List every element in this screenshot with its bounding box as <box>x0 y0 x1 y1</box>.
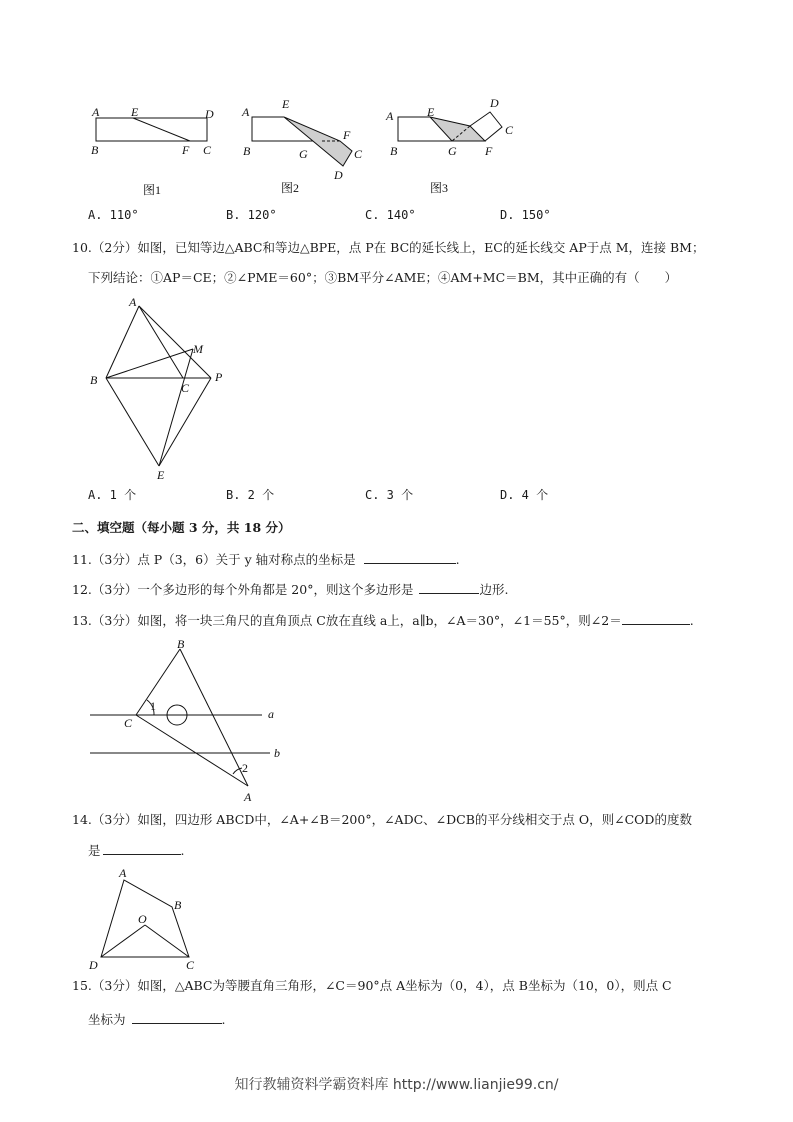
fig3-caption: 图3 <box>430 181 449 195</box>
f13-label-2: 2 <box>242 761 248 775</box>
q12-end: 边形. <box>479 582 509 597</box>
f10-label-A: A <box>129 295 137 309</box>
f2-label-E: E <box>282 97 290 111</box>
f3-label-E: E <box>427 105 435 119</box>
q10-option-a: A. 1 个 <box>88 488 137 502</box>
f10-label-M: M <box>193 342 203 356</box>
f10-label-P: P <box>215 370 223 384</box>
q15-text: 坐标为 <box>88 1012 126 1027</box>
f13-label-C: C <box>124 716 133 730</box>
q10-line-2: 下列结论：①AP＝CE；②∠PME＝60°；③BM平分∠AME；④AM+MC＝BM，其中正确的有（ ） <box>88 270 678 285</box>
f13-label-A: A <box>244 790 252 804</box>
f13-label-b: b <box>274 746 280 760</box>
f14-label-B: B <box>174 898 182 912</box>
f2-label-F: F <box>343 128 351 142</box>
q15-answer-blank[interactable] <box>132 1012 222 1024</box>
q15-line-1: 15.（3分）如图，△ABC为等腰直角三角形，∠C＝90°点 A坐标为（0，4），点 B坐标为（10，0），则点 C <box>72 978 672 993</box>
q13-text: 13.（3分）如图，将一块三角尺的直角顶点 C放在直线 a上，a∥b，∠A＝30°，∠1＝55°，则∠2＝ <box>72 613 622 628</box>
q9-option-a: A. 110° <box>88 208 139 222</box>
f14-label-A: A <box>119 866 127 880</box>
f3-label-A: A <box>386 109 394 123</box>
f3-label-G: G <box>448 144 457 158</box>
q14-end: . <box>180 843 185 858</box>
q9-option-d: D. 150° <box>500 208 551 222</box>
q9-option-b: B. 120° <box>226 208 277 222</box>
f1-label-E: E <box>131 105 139 119</box>
q15-line-2 <box>88 1012 226 1028</box>
q14-line-1: 14.（3分）如图，四边形 ABCD中，∠A+∠B＝200°，∠ADC、∠DCB的平分线相交于点 O，则∠COD的度数 <box>72 812 692 827</box>
q11-end: . <box>455 552 460 567</box>
f1-label-C: C <box>203 143 212 157</box>
f13-label-B: B <box>177 637 185 651</box>
f3-label-D: D <box>490 96 499 110</box>
f10-label-E: E <box>157 468 165 482</box>
f2-label-B: B <box>243 144 251 158</box>
f3-label-C: C <box>505 123 514 137</box>
q11-text: 11.（3分）点 P（3，6）关于 y 轴对称点的坐标是 <box>72 552 356 567</box>
f2-label-A: A <box>242 105 250 119</box>
f2-label-C: C <box>354 147 363 161</box>
f13-label-1: 1 <box>150 699 156 713</box>
q10-option-b: B. 2 个 <box>226 488 275 502</box>
q15-end: . <box>221 1012 226 1027</box>
q9-option-c: C. 140° <box>365 208 416 222</box>
f2-label-D: D <box>334 168 343 182</box>
f10-label-C: C <box>181 381 190 395</box>
f1-label-F: F <box>182 143 190 157</box>
q13-end: . <box>689 613 694 628</box>
fig1-caption: 图1 <box>143 183 162 197</box>
f10-label-B: B <box>90 373 98 387</box>
f1-label-A: A <box>92 105 100 119</box>
q14-text: 是 <box>88 843 101 858</box>
footer-watermark: 知行教辅资料学霸资料库 http://www.lianjie99.cn/ <box>234 1077 559 1093</box>
f14-label-C: C <box>186 958 195 972</box>
f3-label-B: B <box>390 144 398 158</box>
f1-label-D: D <box>205 107 214 121</box>
q12-text: 12.（3分）一个多边形的每个外角都是 20°，则这个多边形是 <box>72 582 414 597</box>
q10-option-c: C. 3 个 <box>365 488 414 502</box>
section-2-title: 二、填空题（每小题 3 分，共 18 分） <box>72 520 291 535</box>
q10-line-1: 10.（2分）如图，已知等边△ABC和等边△BPE，点 P在 BC的延长线上，EC的延长线交 AP于点 M，连接 BM； <box>72 240 705 255</box>
f3-label-F: F <box>485 144 493 158</box>
f14-label-O: O <box>138 912 147 926</box>
q10-option-d: D. 4 个 <box>500 488 549 502</box>
f13-label-a: a <box>268 707 274 721</box>
f1-label-B: B <box>91 143 99 157</box>
fig2-caption: 图2 <box>281 181 300 195</box>
f2-label-G: G <box>299 147 308 161</box>
f14-label-D: D <box>89 958 98 972</box>
